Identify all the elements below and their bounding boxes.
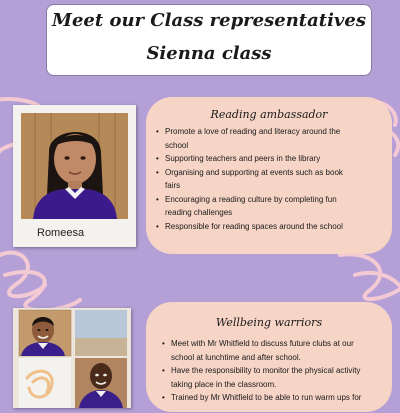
list-item: • Encouraging a reading culture by completing fun reading challenges	[156, 193, 356, 220]
reading-ambassador-photo	[21, 113, 128, 219]
list-item: • Responsible for reading spaces around the school	[156, 220, 356, 234]
list-item: • Trained by Mr Whitfield to be able to run warm ups for	[162, 391, 374, 405]
list-item: • Organising and supporting at events such as book fairs	[156, 166, 356, 193]
title-box	[46, 4, 372, 76]
reading-ambassador-card	[146, 97, 392, 254]
list-item: • Meet with Mr Whitfield to discuss future clubs at our school at lunchtime and after school.	[162, 337, 374, 364]
wellbeing-warriors-photos	[13, 308, 131, 408]
reading-ambassador-name: Romeesa	[37, 227, 85, 239]
list-item: • Supporting teachers and peers in the library	[156, 152, 356, 166]
wellbeing-warriors-heading: Wellbeing warriors	[215, 316, 323, 329]
list-item: • Have the responsibility to monitor the physical activity taking place in the classroom.	[162, 364, 374, 391]
page-subtitle: Sienna class	[146, 43, 272, 64]
page-title: Meet our Class representatives	[52, 10, 366, 31]
reading-ambassador-duties	[156, 125, 356, 233]
wellbeing-warriors-card	[146, 302, 392, 412]
list-item: • Promote a love of reading and literacy around the school	[156, 125, 356, 152]
wellbeing-warriors-duties	[162, 337, 374, 405]
reading-ambassador-polaroid	[13, 105, 136, 247]
reading-ambassador-heading: Reading ambassador	[210, 108, 328, 121]
